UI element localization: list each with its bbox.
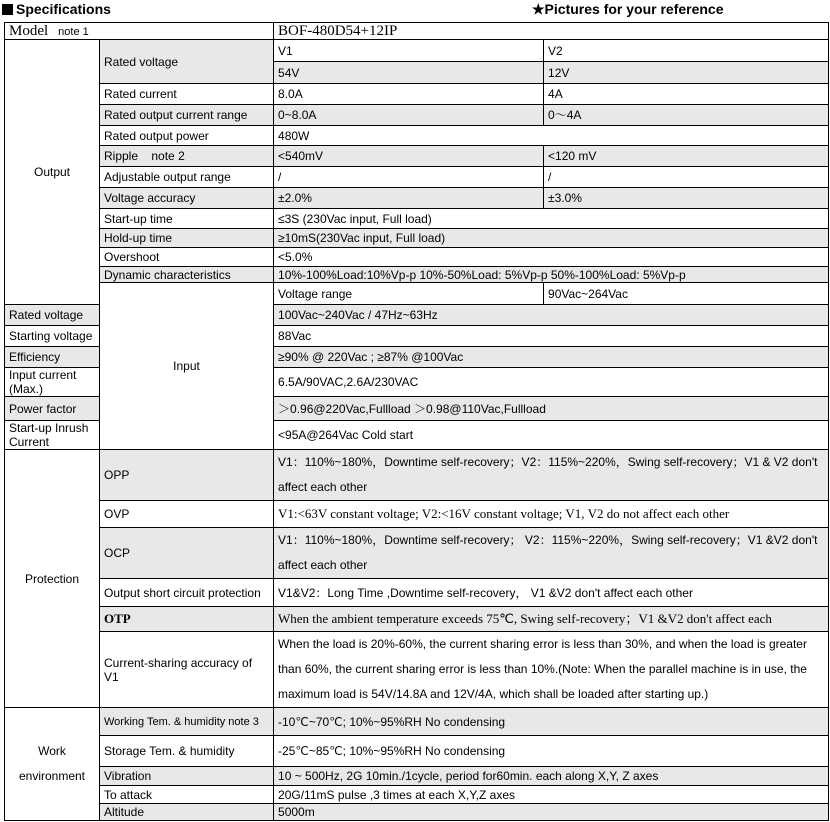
table-row	[5, 607, 829, 632]
param-label	[100, 146, 274, 167]
value-cell: 0~8.0A	[274, 105, 544, 126]
param-label: OVP	[100, 501, 274, 528]
value-cell: 6.5A/90VAC,2.6A/230VAC	[274, 368, 829, 397]
value-cell: 20G/11mS pulse ,3 times at each X,Y,Z axes	[274, 786, 829, 804]
table-row	[5, 248, 829, 267]
value-cell: 54V	[274, 62, 544, 84]
value-cell: ≥10mS(230Vac input, Full load)	[274, 229, 829, 248]
square-bullet-icon	[2, 4, 13, 15]
param-label: Vibration	[100, 767, 274, 786]
param-label: Rated current	[100, 84, 274, 105]
pictures-reference-heading: ★Pictures for your reference	[532, 1, 724, 17]
table-row	[5, 267, 829, 283]
param-label: Voltage accuracy	[100, 188, 274, 209]
param-label: Working Tem. & humidity note 3	[100, 708, 274, 736]
value-cell: ≤3S (230Vac input, Full load)	[274, 209, 829, 229]
table-row	[5, 767, 829, 786]
specifications-heading	[2, 1, 111, 17]
value-cell: V1&V2：Long Time ,Downtime self-recovery， V1 &V2 don't affect each other	[274, 579, 829, 607]
environment-line2: environment	[18, 769, 86, 783]
param-label: OPP	[100, 450, 274, 501]
v1-header: V1	[274, 40, 544, 62]
value-cell: 10%-100%Load:10%Vp-p 10%-50%Load: 5%Vp-p 50%-100%Load: 5%Vp-p	[274, 267, 829, 283]
environment-group-label	[5, 708, 100, 821]
table-row	[5, 229, 829, 248]
value-cell: ＞0.96@220Vac,Fullload ＞0.98@110Vac,Fullload	[274, 397, 829, 421]
param-label: Storage Tem. & humidity	[100, 736, 274, 767]
param-label: Starting voltage	[5, 326, 100, 347]
value-cell: /	[544, 167, 829, 188]
param-label: Voltage range	[274, 283, 544, 305]
param-label: Input current (Max.)	[5, 368, 100, 397]
value-cell: V1：110%~180%，Downtime self-recovery； V2：115%~220%，Swing self-recovery；V1 &V2 don't affect each other	[274, 528, 829, 579]
table-row	[5, 40, 829, 62]
environment-line1: Work	[38, 744, 66, 758]
output-group-label: Output	[5, 40, 100, 305]
param-label: Current-sharing accuracy of V1	[100, 632, 274, 708]
value-cell: 0～4A	[544, 105, 829, 126]
param-label: Efficiency	[5, 347, 100, 368]
value-cell: When the load is 20%-60%, the current sharing error is less than 30%, and when the load is greater than 60%, the current sharing error is less than 10%.(Note: When the parallel machine is in use, the maximum load is 54V/14.8A and 12V/4A, which shall be loaded after starting up.)	[274, 632, 829, 708]
model-row	[5, 23, 829, 40]
value-cell: 10 ~ 500Hz, 2G 10min./1cycle, period for60min. each along X,Y, Z axes	[274, 767, 829, 786]
param-label: OTP	[100, 607, 274, 632]
spec-table	[4, 22, 829, 821]
table-row	[5, 209, 829, 229]
value-cell: -25℃~85℃; 10%~95%RH No condensing	[274, 736, 829, 767]
model-value: BOF-480D54+12IP	[274, 23, 829, 40]
param-label: Start-up Inrush Current	[5, 421, 100, 450]
value-cell: 5000m	[274, 804, 829, 821]
value-cell: V1：110%~180%，Downtime self-recovery；V2：115%~220%，Swing self-recovery；V1 & V2 don't affect each other	[274, 450, 829, 501]
value-cell: 100Vac~240Vac / 47Hz~63Hz	[274, 305, 829, 326]
table-row	[5, 146, 829, 167]
value-cell: 12V	[544, 62, 829, 84]
value-cell: ≥90% @ 220Vac ; ≥87% @100Vac	[274, 347, 829, 368]
model-label: Model	[9, 22, 49, 39]
table-row	[5, 804, 829, 821]
table-row	[5, 167, 829, 188]
table-row	[5, 126, 829, 146]
value-cell: ±2.0%	[274, 188, 544, 209]
table-row	[5, 188, 829, 209]
value-cell: 88Vac	[274, 326, 829, 347]
value-cell: ±3.0%	[544, 188, 829, 209]
param-label: Rated voltage	[5, 305, 100, 326]
value-cell: 480W	[274, 126, 829, 146]
param-label: Rated output power	[100, 126, 274, 146]
model-note: note 1	[58, 25, 89, 38]
table-row	[5, 632, 829, 708]
value-cell: 90Vac~264Vac	[544, 283, 829, 305]
value-cell: 8.0A	[274, 84, 544, 105]
protection-group-label: Protection	[5, 450, 100, 708]
param-label: Dynamic characteristics	[100, 267, 274, 283]
param-label: Start-up time	[100, 209, 274, 229]
v2-header: V2	[544, 40, 829, 62]
table-row	[5, 708, 829, 736]
value-cell: <540mV	[274, 146, 544, 167]
table-row	[5, 450, 829, 501]
table-row	[5, 84, 829, 105]
value-cell: <5.0%	[274, 248, 829, 267]
table-row	[5, 283, 829, 305]
param-label: Adjustable output range	[100, 167, 274, 188]
param-label: Altitude	[100, 804, 274, 821]
value-cell: <95A@264Vac Cold start	[274, 421, 829, 450]
param-label: To attack	[100, 786, 274, 804]
value-cell: 4A	[544, 84, 829, 105]
param-label: OCP	[100, 528, 274, 579]
ripple-note: note 2	[151, 149, 185, 163]
param-label: Overshoot	[100, 248, 274, 267]
model-label-cell	[5, 23, 274, 40]
value-cell: -10℃~70℃; 10%~95%RH No condensing	[274, 708, 829, 736]
value-cell: <120 mV	[544, 146, 829, 167]
value-cell: When the ambient temperature exceeds 75℃, Swing self-recovery；V1 &V2 don't affect each	[274, 607, 829, 632]
param-label: Output short circuit protection	[100, 579, 274, 607]
value-cell: V1:<63V constant voltage; V2:<16V constant voltage; V1, V2 do not affect each other	[274, 501, 829, 528]
header-bar	[0, 0, 830, 19]
table-row	[5, 786, 829, 804]
specifications-label: Specifications	[16, 1, 111, 17]
param-label: Power factor	[5, 397, 100, 421]
param-label: Hold-up time	[100, 229, 274, 248]
param-label: Rated voltage	[100, 40, 274, 84]
table-row	[5, 501, 829, 528]
param-label: Rated output current range	[100, 105, 274, 126]
table-row	[5, 736, 829, 767]
table-row	[5, 528, 829, 579]
table-row	[5, 105, 829, 126]
value-cell: /	[274, 167, 544, 188]
table-row	[5, 579, 829, 607]
ripple-label: Ripple	[104, 149, 139, 163]
input-group-label: Input	[100, 283, 274, 450]
